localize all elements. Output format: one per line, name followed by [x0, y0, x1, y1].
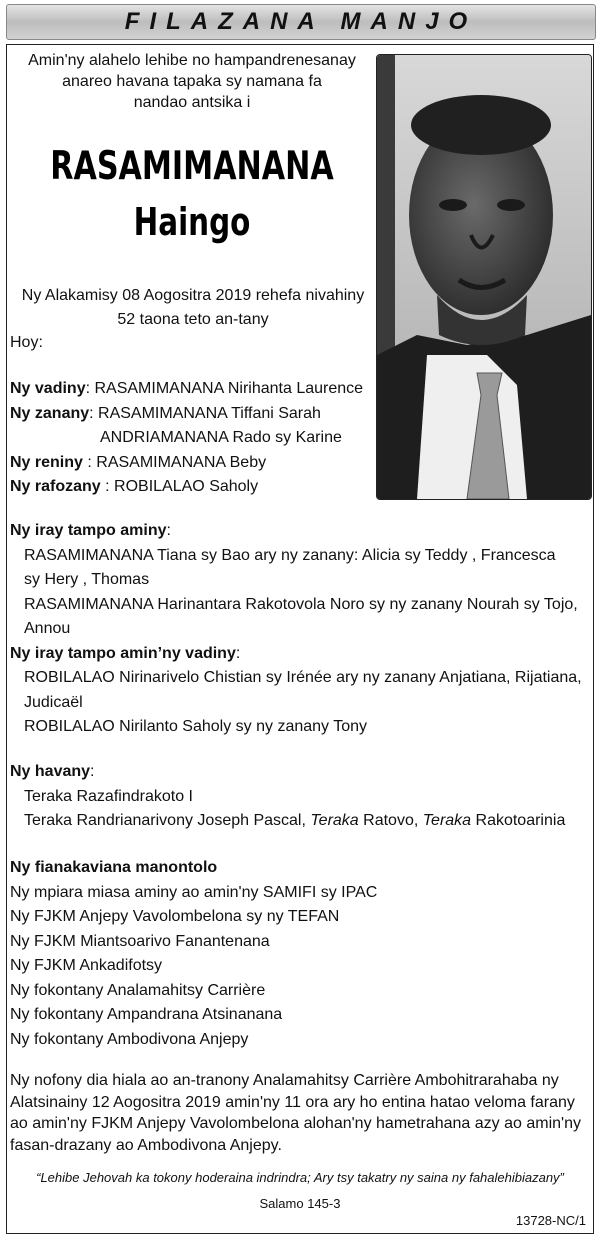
spouse-sibling-line: ROBILALAO Nirinarivelo Chistian sy Irénée ary ny zanany Anjatiana, Rijatiana, — [24, 669, 582, 686]
funeral-line: Ny nofony dia hiala ao an-tranony Analamahitsy Carrière Ambohitrarahaba ny — [10, 1072, 559, 1089]
organization-line: Ny FJKM Anjepy Vavolombelona sy ny TEFAN — [10, 908, 340, 925]
children-line: ANDRIAMANANA Rado sy Karine — [100, 429, 342, 446]
funeral-details — [10, 1070, 590, 1156]
banner — [6, 4, 596, 40]
in-law-label: Ny rafozany — [10, 478, 101, 495]
organization-line: Ny mpiara miasa aminy ao amin'ny SAMIFI sy IPAC — [10, 883, 378, 901]
sibling-line: sy Hery , Thomas — [24, 571, 150, 588]
sibling-line: RASAMIMANANA Tiana sy Bao ary ny zanany: Alicia sy Teddy , Francesca — [24, 546, 556, 564]
colon: : — [166, 522, 171, 539]
mother-label: Ny reniny — [10, 453, 83, 471]
spouse-sibling-line: Judicaël — [24, 693, 83, 711]
death-announcement — [10, 284, 376, 332]
spouse-label: Ny vadiny — [10, 380, 86, 397]
bible-quote: “Lehibe Jehovah ka tokony hoderaina indrindra; Ary tsy takatry ny saina ny fahalehibiazany” — [36, 1170, 564, 1185]
banner-title: FILAZANA MANJO — [124, 8, 478, 35]
relatives-label: Ny havany — [10, 763, 91, 780]
immediate-family — [10, 377, 363, 500]
notice-reference: 13728-NC/1 — [515, 1213, 586, 1228]
spouse-name: : RASAMIMANANA Nirihanta Laurence — [85, 380, 364, 397]
funeral-line: Alatsinainy 12 Aogositra 2019 amin'ny 11 ora ary ho entina hatao veloma farany — [10, 1093, 575, 1111]
relatives-heading — [10, 760, 565, 785]
deceased-given-name: Haingo — [133, 200, 251, 244]
children-label: Ny zanany — [10, 404, 90, 422]
hoy-label: Hoy: — [10, 334, 43, 351]
bible-reference: Salamo 145-3 — [259, 1196, 341, 1211]
relative-line — [10, 809, 565, 834]
relatives-section — [10, 760, 565, 834]
organization-line: Ny fokontany Ambodivona Anjepy — [10, 1030, 249, 1048]
relative-text-italic: Teraka — [310, 812, 359, 829]
portrait-photo — [376, 54, 592, 500]
intro-line: anareo havana tapaka sy namana fa — [62, 73, 322, 90]
funeral-line: fasan-drazany ao Ambodivona Anjepy. — [10, 1136, 282, 1154]
siblings-section — [10, 519, 582, 740]
funeral-line: ao amin'ny FJKM Anjepy Vavolombelona alohan'ny hametrahana azy ao amin'ny — [10, 1115, 581, 1132]
in-law-name: : ROBILALAO Saholy — [100, 478, 259, 495]
extended-family-heading: Ny fianakaviana manontolo — [10, 859, 218, 876]
sibling-line: Annou — [24, 620, 71, 637]
spouse-sibling-line: ROBILALAO Nirilanto Saholy sy ny zanany Tony — [24, 718, 367, 735]
age: 52 taona teto an-tany — [117, 311, 269, 328]
organization-line: Ny fokontany Ampandrana Atsinanana — [10, 1006, 283, 1023]
organization-line: Ny FJKM Miantsoarivo Fanantenana — [10, 932, 270, 950]
intro-line: nandao antsika i — [133, 94, 251, 111]
spouse-siblings-label: Ny iray tampo amin’ny vadiny — [10, 644, 236, 662]
deceased-surname: RASAMIMANANA — [50, 144, 334, 189]
siblings-label: Ny iray tampo aminy — [10, 522, 167, 539]
mother-name: : RASAMIMANANA Beby — [82, 453, 267, 471]
intro-line: Amin'ny alahelo lehibe no hampandrenesanay — [28, 52, 356, 69]
in-law-line — [10, 475, 363, 500]
intro-text — [14, 50, 370, 113]
children-line — [10, 402, 363, 427]
children-name: : RASAMIMANANA Tiffani Sarah — [89, 404, 321, 422]
relative-text-italic: Teraka — [422, 812, 472, 829]
organization-line: Ny FJKM Ankadifotsy — [10, 957, 163, 974]
relative-text: Ratovo, — [358, 812, 423, 829]
siblings-heading — [10, 519, 582, 544]
organization-line: Ny fokontany Analamahitsy Carrière — [10, 981, 266, 999]
colon: : — [90, 763, 95, 780]
relative-text: Rakotoarinia — [471, 812, 566, 829]
relative-line: Teraka Razafindrakoto I — [24, 787, 193, 805]
mother-line — [10, 451, 363, 476]
spouse-siblings-heading — [10, 642, 582, 667]
colon: : — [235, 644, 241, 662]
death-date: Ny Alakamisy 08 Aogositra 2019 rehefa nivahiny — [21, 287, 365, 304]
sibling-line: RASAMIMANANA Harinantara Rakotovola Noro sy ny zanany Nourah sy Tojo, — [24, 595, 578, 613]
extended-family-section — [10, 856, 377, 1052]
spouse-line — [10, 377, 363, 402]
relative-text: Teraka Randrianarivony Joseph Pascal, — [24, 812, 311, 829]
